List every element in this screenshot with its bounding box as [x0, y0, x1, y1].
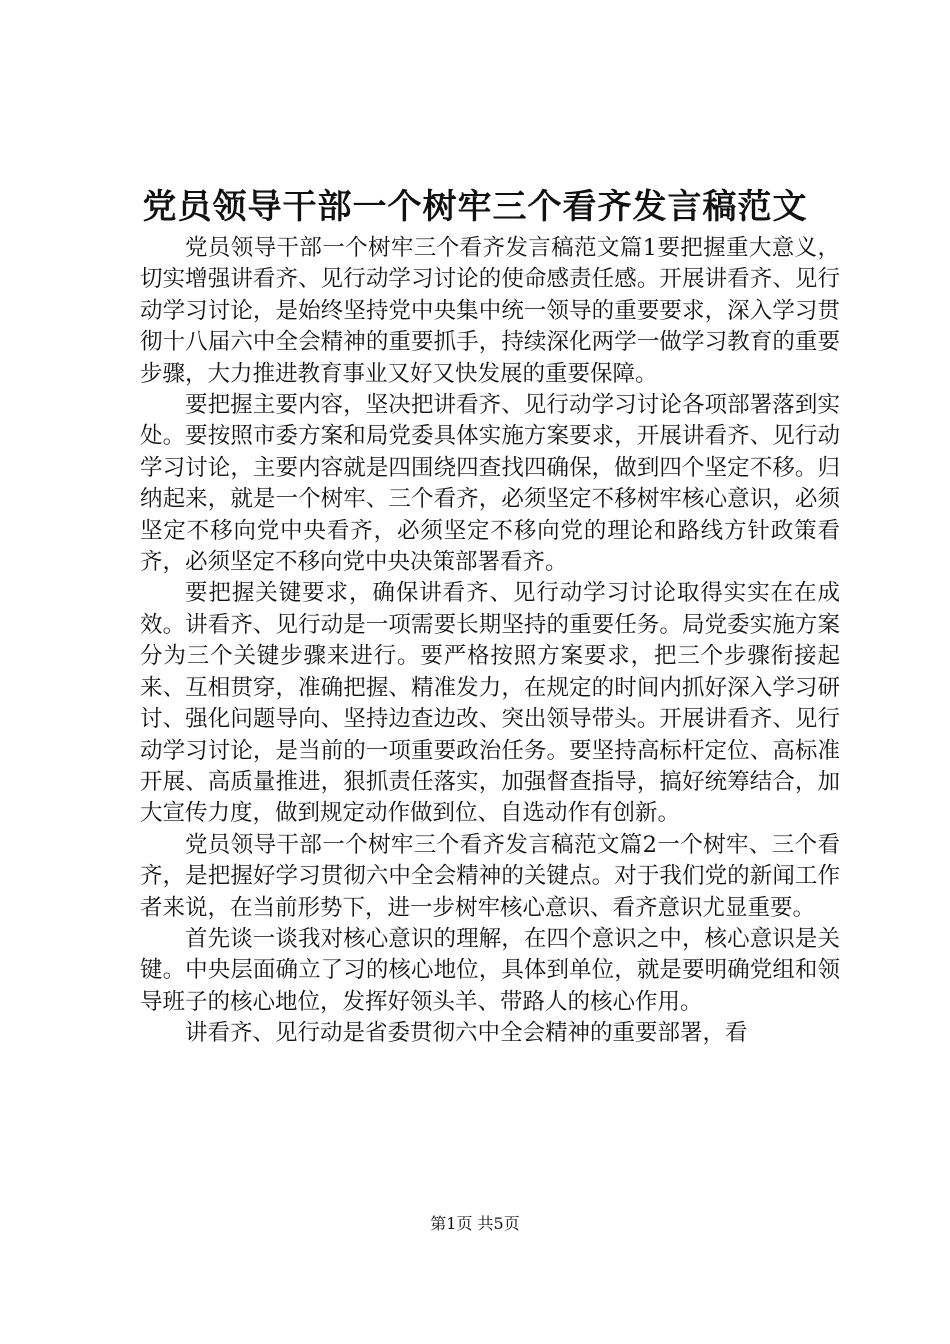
page-number: 第1页 共5页: [430, 1214, 520, 1233]
paragraph: 党员领导干部一个树牢三个看齐发言稿范文篇2一个树牢、三个看齐，是把握好学习贯彻六中全会精神的关键点。对于我们党的新闻工作者来说，在当前形势下，进一步树牢核心意识、看齐意识尤显重要。: [140, 831, 840, 921]
paragraph: 党员领导干部一个树牢三个看齐发言稿范文篇1要把握重大意义，切实增强讲看齐、见行动学习讨论的使命感责任感。开展讲看齐、见行动学习讨论，是始终坚持党中央集中统一领导的重要要求，深入学习贯彻十八届六中全会精神的重要抓手，持续深化两学一做学习教育的重要步骤，大力推进教育事业又好又快发展的重要保障。: [140, 235, 840, 387]
document-body: [140, 233, 840, 1050]
paragraph: 讲看齐、见行动是省委贯彻六中全会精神的重要部署，看: [185, 1020, 748, 1047]
document-title: 党员领导干部一个树牢三个看齐发言稿范文: [142, 187, 808, 227]
paragraph: 要把握主要内容，坚决把讲看齐、见行动学习讨论各项部署落到实处。要按照市委方案和局党委具体实施方案要求，开展讲看齐、见行动学习讨论，主要内容就是四围绕四查找四确保，做到四个坚定不移。归纳起来，就是一个树牢、三个看齐，必须坚定不移树牢核心意识，必须坚定不移向党中央看齐，必须坚定不移向党的理论和路线方针政策看齐，必须坚定不移向党中央决策部署看齐。: [140, 392, 840, 576]
page-footer: [0, 1213, 950, 1235]
paragraph: 首先谈一谈我对核心意识的理解，在四个意识之中，核心意识是关键。中央层面确立了习的核心地位，具体到单位，就是要明确党组和领导班子的核心地位，发挥好领头羊、带路人的核心作用。: [140, 925, 840, 1015]
paragraph: 要把握关键要求，确保讲看齐、见行动学习讨论取得实实在在成效。讲看齐、见行动是一项需要长期坚持的重要任务。局党委实施方案分为三个关键步骤来进行。要严格按照方案要求，把三个步骤衔接起来、互相贯穿，准确把握、精准发力，在规定的时间内抓好深入学习研讨、强化问题导向、坚持边查边改、突出领导带头。开展讲看齐、见行动学习讨论，是当前的一项重要政治任务。要坚持高标杆定位、高标准开展、高质量推进，狠抓责任落实，加强督查指导，搞好统筹结合，加大宣传力度，做到规定动作做到位、自选动作有创新。: [140, 580, 840, 827]
